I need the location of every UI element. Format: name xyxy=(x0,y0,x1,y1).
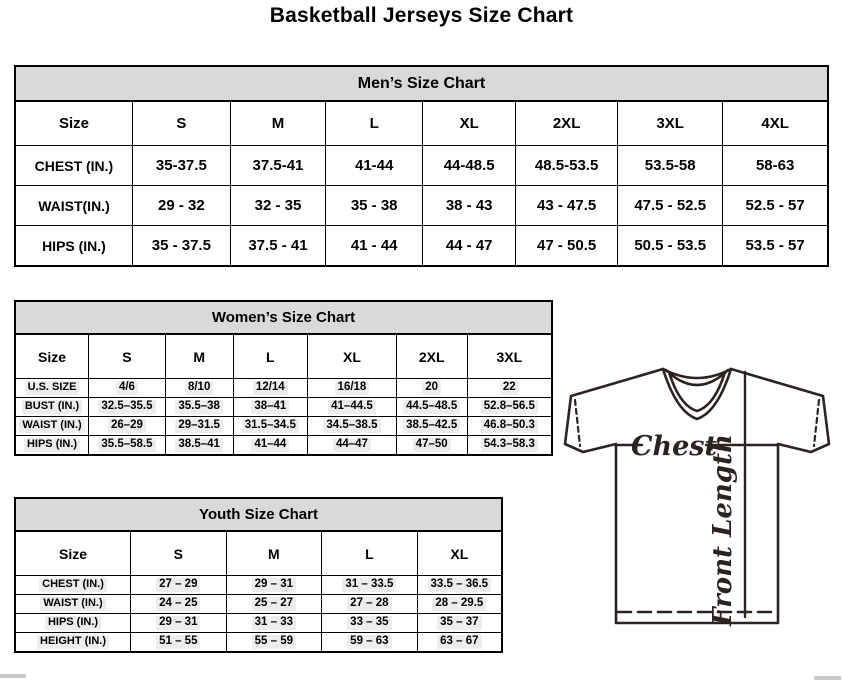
youth-row-label: CHEST (IN.) xyxy=(15,576,131,595)
men-row-label: HIPS (IN.) xyxy=(15,226,132,267)
men-column-header: 4XL xyxy=(723,101,828,146)
left-cuff-stitch xyxy=(575,400,580,446)
women-value-cell: 20 xyxy=(396,379,467,398)
chest-label: Chest xyxy=(631,431,717,462)
women-value-cell: 41–44 xyxy=(233,436,308,456)
men-column-header: Size xyxy=(15,101,132,146)
men-value-cell: 37.5-41 xyxy=(230,146,325,186)
men-table-row xyxy=(15,226,828,267)
women-column-header: M xyxy=(165,334,233,379)
women-table-row xyxy=(15,417,552,436)
men-column-header: 3XL xyxy=(618,101,723,146)
youth-value-cell: 29 – 31 xyxy=(226,576,322,595)
front-length-label: Front Length xyxy=(708,434,738,626)
jersey-diagram xyxy=(555,355,843,645)
womens-size-chart-table xyxy=(14,300,553,456)
men-value-cell: 50.5 - 53.5 xyxy=(618,226,723,267)
youth-value-cell: 31 – 33.5 xyxy=(322,576,418,595)
youth-column-header: M xyxy=(226,531,322,576)
women-row-label: HIPS (IN.) xyxy=(15,436,89,456)
women-row-label: BUST (IN.) xyxy=(15,398,89,417)
women-column-header: L xyxy=(233,334,308,379)
youth-value-cell: 35 – 37 xyxy=(417,614,502,633)
youth-column-header: XL xyxy=(417,531,502,576)
youth-column-header: L xyxy=(322,531,418,576)
women-value-cell: 35.5–58.5 xyxy=(89,436,166,456)
women-value-cell: 47–50 xyxy=(396,436,467,456)
men-table-grid xyxy=(14,65,829,267)
youth-row-label: WAIST (IN.) xyxy=(15,595,131,614)
men-table-row xyxy=(15,146,828,186)
women-value-cell: 16/18 xyxy=(308,379,397,398)
women-value-cell: 31.5–34.5 xyxy=(233,417,308,436)
women-column-header: XL xyxy=(308,334,397,379)
men-value-cell: 53.5-58 xyxy=(618,146,723,186)
youth-column-header: S xyxy=(131,531,227,576)
women-table-row xyxy=(15,379,552,398)
selection-handle-right xyxy=(814,676,841,680)
men-value-cell: 47.5 - 52.5 xyxy=(618,186,723,226)
men-value-cell: 35-37.5 xyxy=(132,146,230,186)
mens-size-chart-table xyxy=(14,65,829,267)
men-value-cell: 41-44 xyxy=(326,146,423,186)
youth-value-cell: 31 – 33 xyxy=(226,614,322,633)
selection-handle-left xyxy=(0,674,26,678)
women-value-cell: 54.3–58.3 xyxy=(467,436,552,456)
youth-value-cell: 33 – 35 xyxy=(322,614,418,633)
right-cuff-stitch xyxy=(814,400,819,446)
women-value-cell: 44.5–48.5 xyxy=(396,398,467,417)
youth-table-row xyxy=(15,576,502,595)
men-column-header: M xyxy=(230,101,325,146)
men-table-title: Men’s Size Chart xyxy=(15,66,828,101)
men-value-cell: 48.5-53.5 xyxy=(516,146,618,186)
youth-row-label: HIPS (IN.) xyxy=(15,614,131,633)
youth-table-row xyxy=(15,614,502,633)
men-column-header: 2XL xyxy=(516,101,618,146)
youth-value-cell: 28 – 29.5 xyxy=(417,595,502,614)
men-column-header: S xyxy=(132,101,230,146)
youth-value-cell: 24 – 25 xyxy=(131,595,227,614)
jersey-outline xyxy=(565,369,829,623)
men-value-cell: 29 - 32 xyxy=(132,186,230,226)
women-value-cell: 4/6 xyxy=(89,379,166,398)
men-row-label: WAIST(IN.) xyxy=(15,186,132,226)
women-column-header: 3XL xyxy=(467,334,552,379)
youth-table-row xyxy=(15,595,502,614)
women-value-cell: 38.5–41 xyxy=(165,436,233,456)
women-value-cell: 44–47 xyxy=(308,436,397,456)
youth-value-cell: 27 – 29 xyxy=(131,576,227,595)
men-value-cell: 32 - 35 xyxy=(230,186,325,226)
men-value-cell: 58-63 xyxy=(723,146,828,186)
men-table-row xyxy=(15,186,828,226)
men-value-cell: 44-48.5 xyxy=(423,146,516,186)
men-value-cell: 37.5 - 41 xyxy=(230,226,325,267)
men-value-cell: 38 - 43 xyxy=(423,186,516,226)
youth-value-cell: 63 – 67 xyxy=(417,633,502,653)
men-value-cell: 35 - 37.5 xyxy=(132,226,230,267)
men-value-cell: 43 - 47.5 xyxy=(516,186,618,226)
women-table-grid xyxy=(14,300,553,456)
youth-value-cell: 25 – 27 xyxy=(226,595,322,614)
men-column-header: L xyxy=(326,101,423,146)
men-column-header: XL xyxy=(423,101,516,146)
men-value-cell: 44 - 47 xyxy=(423,226,516,267)
youth-size-chart-table xyxy=(14,497,503,653)
youth-value-cell: 59 – 63 xyxy=(322,633,418,653)
men-value-cell: 53.5 - 57 xyxy=(723,226,828,267)
page-title: Basketball Jerseys Size Chart xyxy=(269,4,574,27)
women-value-cell: 34.5–38.5 xyxy=(308,417,397,436)
women-value-cell: 52.8–56.5 xyxy=(467,398,552,417)
women-value-cell: 8/10 xyxy=(165,379,233,398)
women-value-cell: 46.8–50.3 xyxy=(467,417,552,436)
women-row-label: WAIST (IN.) xyxy=(15,417,89,436)
women-value-cell: 26–29 xyxy=(89,417,166,436)
youth-value-cell: 55 – 59 xyxy=(226,633,322,653)
men-value-cell: 47 - 50.5 xyxy=(516,226,618,267)
women-value-cell: 38–41 xyxy=(233,398,308,417)
women-value-cell: 29–31.5 xyxy=(165,417,233,436)
women-column-header: S xyxy=(89,334,166,379)
youth-value-cell: 29 – 31 xyxy=(131,614,227,633)
women-table-row xyxy=(15,436,552,456)
youth-table-row xyxy=(15,633,502,653)
men-value-cell: 52.5 - 57 xyxy=(723,186,828,226)
youth-value-cell: 51 – 55 xyxy=(131,633,227,653)
women-value-cell: 35.5–38 xyxy=(165,398,233,417)
women-row-label: U.S. SIZE xyxy=(15,379,89,398)
women-value-cell: 12/14 xyxy=(233,379,308,398)
youth-column-header: Size xyxy=(15,531,131,576)
women-column-header: 2XL xyxy=(396,334,467,379)
youth-value-cell: 33.5 – 36.5 xyxy=(417,576,502,595)
youth-row-label: HEIGHT (IN.) xyxy=(15,633,131,653)
youth-table-title: Youth Size Chart xyxy=(15,498,502,531)
women-value-cell: 41–44.5 xyxy=(308,398,397,417)
youth-table-grid xyxy=(14,497,503,653)
men-value-cell: 41 - 44 xyxy=(326,226,423,267)
women-value-cell: 22 xyxy=(467,379,552,398)
men-value-cell: 35 - 38 xyxy=(326,186,423,226)
youth-value-cell: 27 – 28 xyxy=(322,595,418,614)
women-column-header: Size xyxy=(15,334,89,379)
women-value-cell: 32.5–35.5 xyxy=(89,398,166,417)
men-row-label: CHEST (IN.) xyxy=(15,146,132,186)
women-table-row xyxy=(15,398,552,417)
women-table-title: Women’s Size Chart xyxy=(15,301,552,334)
women-value-cell: 38.5–42.5 xyxy=(396,417,467,436)
